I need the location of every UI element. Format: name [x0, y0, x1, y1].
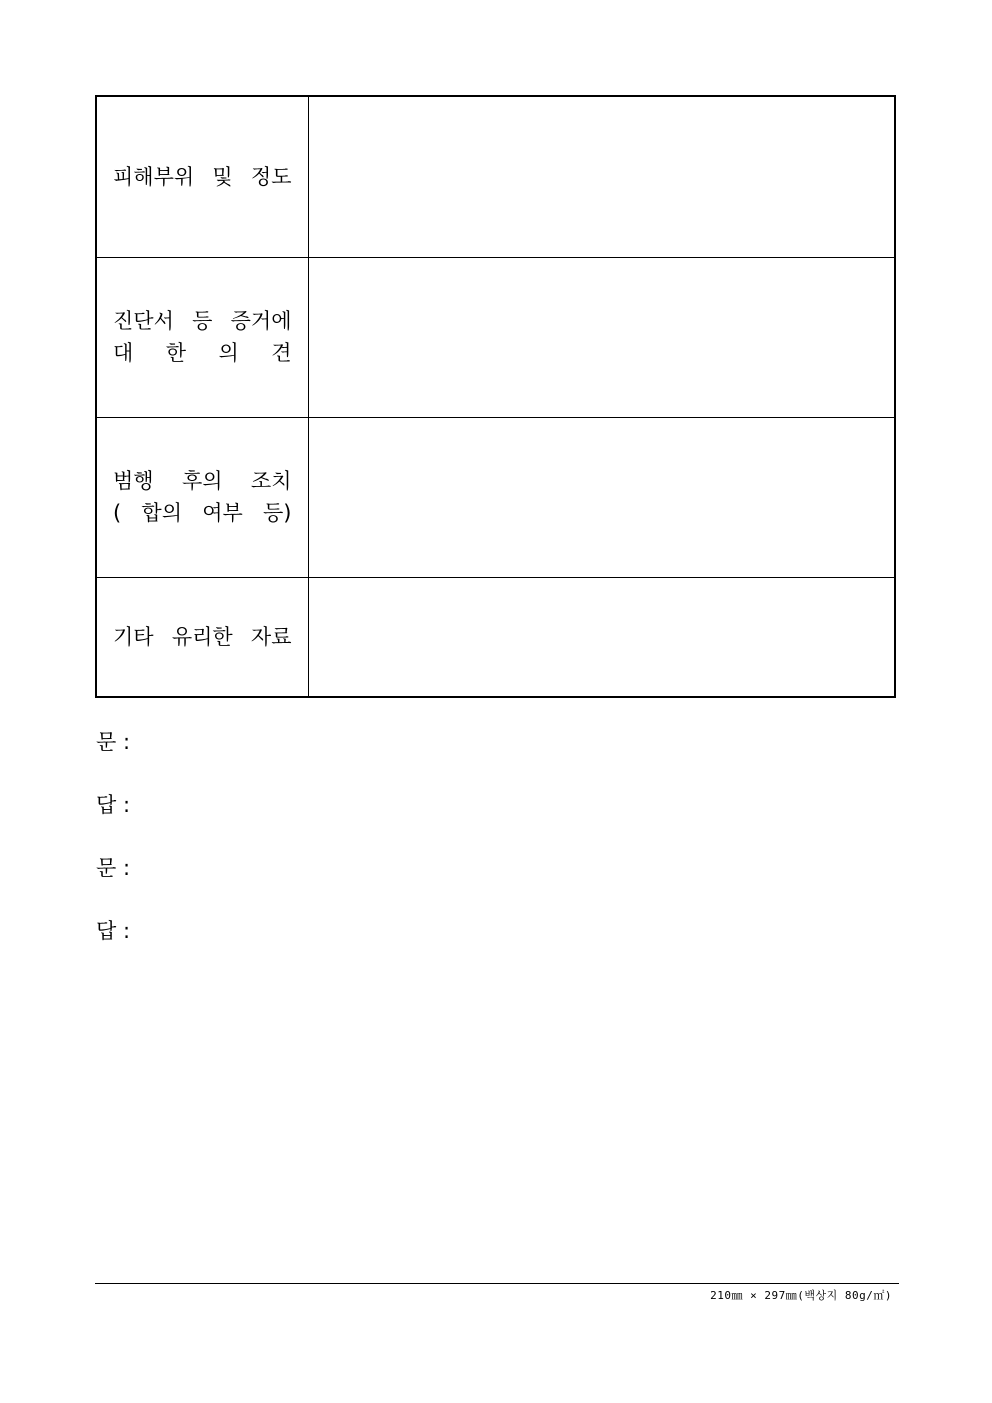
row-label-evidence-line1: 진단서 등 증거에 [113, 309, 292, 333]
statement-form-table [95, 95, 896, 698]
label-cell-injury [96, 96, 308, 257]
question-label: 문 : [96, 730, 131, 754]
form-row-post-offense-action [96, 417, 895, 577]
row-label-injury: 피해부위 및 정도 [113, 164, 292, 189]
question-label: 문 : [96, 856, 131, 880]
form-row-evidence-opinion [96, 257, 895, 417]
label-cell-evidence-opinion [96, 257, 308, 417]
answer-label: 답 : [96, 793, 131, 817]
row-label-action-line1: 범행 후의 조치 [113, 469, 292, 493]
answer-line-2 [96, 918, 130, 944]
form-row-injury [96, 96, 895, 257]
label-cell-post-offense-action [96, 417, 308, 577]
row-label-action-line2: ( 합의 여부 등) [113, 501, 292, 525]
footer-divider [95, 1283, 899, 1284]
answer-label: 답 : [96, 919, 131, 943]
answer-line-1 [96, 792, 130, 818]
form-row-other-favorable [96, 577, 895, 697]
label-cell-other-favorable [96, 577, 308, 697]
paper-spec-note: 210㎜ × 297㎜(백상지 80g/㎡) [710, 1289, 892, 1302]
value-cell-other-favorable[interactable] [308, 577, 895, 697]
value-cell-evidence-opinion[interactable] [308, 257, 895, 417]
row-label-other-favorable: 기타 유리한 자료 [113, 624, 292, 649]
value-cell-injury[interactable] [308, 96, 895, 257]
question-line-1 [96, 729, 130, 755]
question-line-2 [96, 855, 130, 881]
value-cell-post-offense-action[interactable] [308, 417, 895, 577]
row-label-evidence-line2: 대 한 의 견 [113, 341, 292, 365]
